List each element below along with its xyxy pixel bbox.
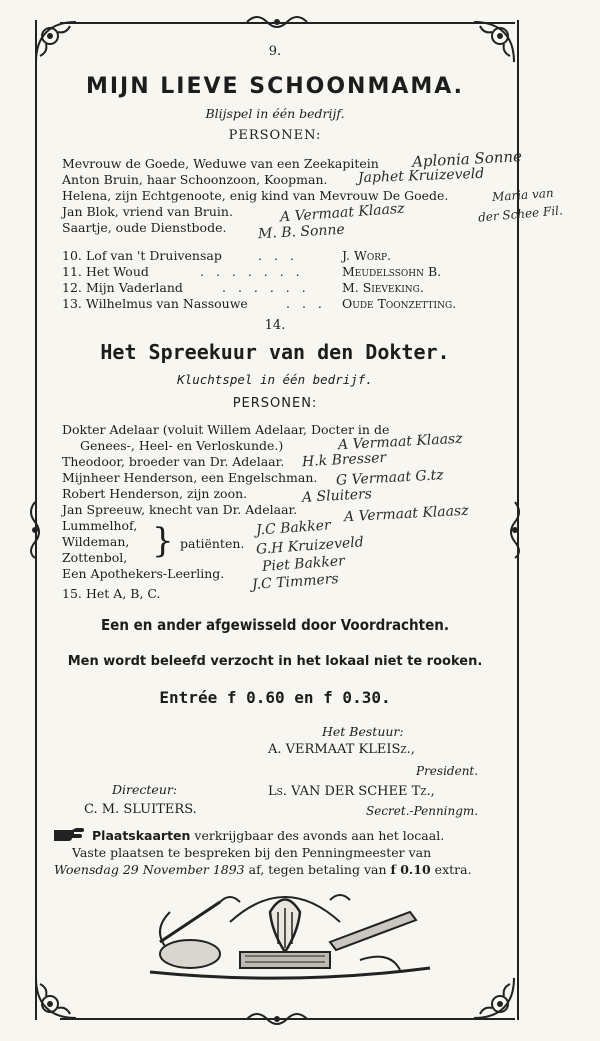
play1-role: Mevrouw de Goede, Weduwe van een Zeekapitein [62,156,379,171]
handwritten-cast-name: G Vermaat G.tz [335,467,444,489]
program-number: 15. [62,586,82,601]
program-number-14: 14. [264,318,286,333]
dot-leader: . . . . . . . [200,264,304,279]
dot-leader: . . . [286,296,326,311]
plaatskaarten-lead: Plaatskaarten [92,828,191,843]
voordrachten-notice: Een en ander afgewisseld door Voordrachten. [100,616,450,634]
play1-role: Saartje, oude Dienstbode. [62,220,227,235]
music-instruments-vignette-icon [130,882,440,986]
secretary-title: Secret.-Penningm. [366,804,479,818]
play2-role: Theodoor, broeder van Dr. Adelaar. [62,454,285,469]
handwritten-cast-name: der Schee Fil. [477,203,564,225]
left-side-ornament-icon [26,500,44,560]
bottom-center-ornament-icon [245,1009,309,1029]
entrance-price: Entrée f 0.60 en f 0.30. [159,688,391,707]
directeur-label: Directeur: [112,782,178,797]
plaatskaarten-line3-end: extra. [434,862,472,877]
play2-role: Wildeman, [62,534,130,549]
program-composer: M. Sieveking. [342,280,424,295]
program-number: 11. [62,264,82,279]
handwritten-cast-name: Maria van [491,185,555,205]
program-number: 10. [62,248,82,263]
secretary-name: Ls. VAN DER SCHEE Tz., [268,784,435,799]
corner-flourish-icon [30,16,82,68]
plaatskaarten-line3-text: af, tegen betaling van [248,862,387,877]
no-smoking-notice: Men wordt beleefd verzocht in het lokaal niet te rooken. [67,654,483,669]
president-title: President. [416,764,479,778]
handwritten-cast-name: H.k Bresser [301,449,387,471]
play1-role: Helena, zijn Echtgenoote, enig kind van Mevrouw De Goede. [62,188,449,203]
corner-flourish-icon [468,972,520,1024]
play2-role: Robert Henderson, zijn zoon. [62,486,248,501]
plaatskaarten-line3 [54,862,472,877]
plaatskaarten-line1-text: verkrijgbaar des avonds aan het locaal. [194,828,445,843]
play1-subtitle: Blijspel in één bedrijf. [205,106,345,121]
play1-title: MIJN LIEVE SCHOONMAMA. [85,74,465,99]
program-composer: Oude Toonzetting. [342,296,457,311]
plaatskaarten-line1 [92,828,444,843]
pointing-hand-icon [52,826,86,842]
program-composer: J. Worp. [342,248,392,263]
handwritten-cast-name: A Sluiters [301,486,373,506]
directeur-name: C. M. SLUITERS. [84,802,197,817]
play2-role: Een Apothekers-Leerling. [62,566,225,581]
program-title: Lof van 't Druivensap [86,248,222,263]
handwritten-cast-name: M. B. Sonne [257,221,346,243]
program-title: Het Woud [86,264,149,279]
play2-subtitle: Kluchtspel in één bedrijf. [177,372,373,387]
right-side-ornament-icon [506,500,524,560]
handwritten-cast-name: J.C Timmers [251,570,340,594]
play2-role: Dokter Adelaar (voluit Willem Adelaar, Docter in de [62,422,390,437]
play2-role: Lummelhof, [62,518,138,533]
play2-role: Zottenbol, [62,550,128,565]
page-number: 9. [268,44,282,59]
bestuur-label: Het Bestuur: [322,724,404,739]
play2-role: Jan Spreeuw, knecht van Dr. Adelaar. [62,502,298,517]
dot-leader: . . . . . . [222,280,310,295]
play1-role: Jan Blok, vriend van Bruin. [62,204,233,219]
handwritten-cast-name: J.C Bakker [255,517,332,539]
play2-role: Genees-, Heel- en Verloskunde.) [80,438,284,453]
play2-title: Het Spreekuur van den Dokter. [100,340,450,364]
play1-personen-heading: PERSONEN: [228,128,322,143]
reservation-date: Woensdag 29 November 1893 [54,862,245,877]
program-title: Mijn Vaderland [86,280,183,295]
patients-brace: } [152,521,174,561]
patients-label: patiënten. [180,536,245,551]
handwritten-cast-name: A Vermaat Klaasz [343,502,469,526]
program-number: 13. [62,296,82,311]
play2-personen-heading: PERSONEN: [232,396,318,411]
play2-role: Mijnheer Henderson, een Engelschman. [62,470,318,485]
handwritten-cast-name: Piet Bakker [261,553,346,575]
top-center-ornament-icon [245,12,309,32]
program-title: Het A, B, C. [86,586,161,601]
plaatskaarten-line2: Vaste plaatsen te bespreken bij den Penningmeester van [72,845,432,860]
dot-leader: . . . [258,248,298,263]
handwritten-cast-name: Japhet Kruizeveld [357,165,485,187]
president-name: A. VERMAAT KLEISz., [268,742,415,757]
reservation-price: f 0.10 [390,862,431,877]
handwritten-cast-name: A Vermaat Klaasz [279,200,406,226]
handwritten-cast-name: G.H Kruizeveld [255,534,365,558]
corner-flourish-icon [30,972,82,1024]
handwritten-cast-name: A Vermaat Klaasz [337,430,463,454]
program-composer: Meudelssohn B. [342,264,442,279]
handwritten-cast-name: Aplonia Sonne [411,147,523,171]
program-title: Wilhelmus van Nassouwe [86,296,248,311]
corner-flourish-icon [468,16,520,68]
program-number: 12. [62,280,82,295]
play1-role: Anton Bruin, haar Schoonzoon, Koopman. [62,172,328,187]
